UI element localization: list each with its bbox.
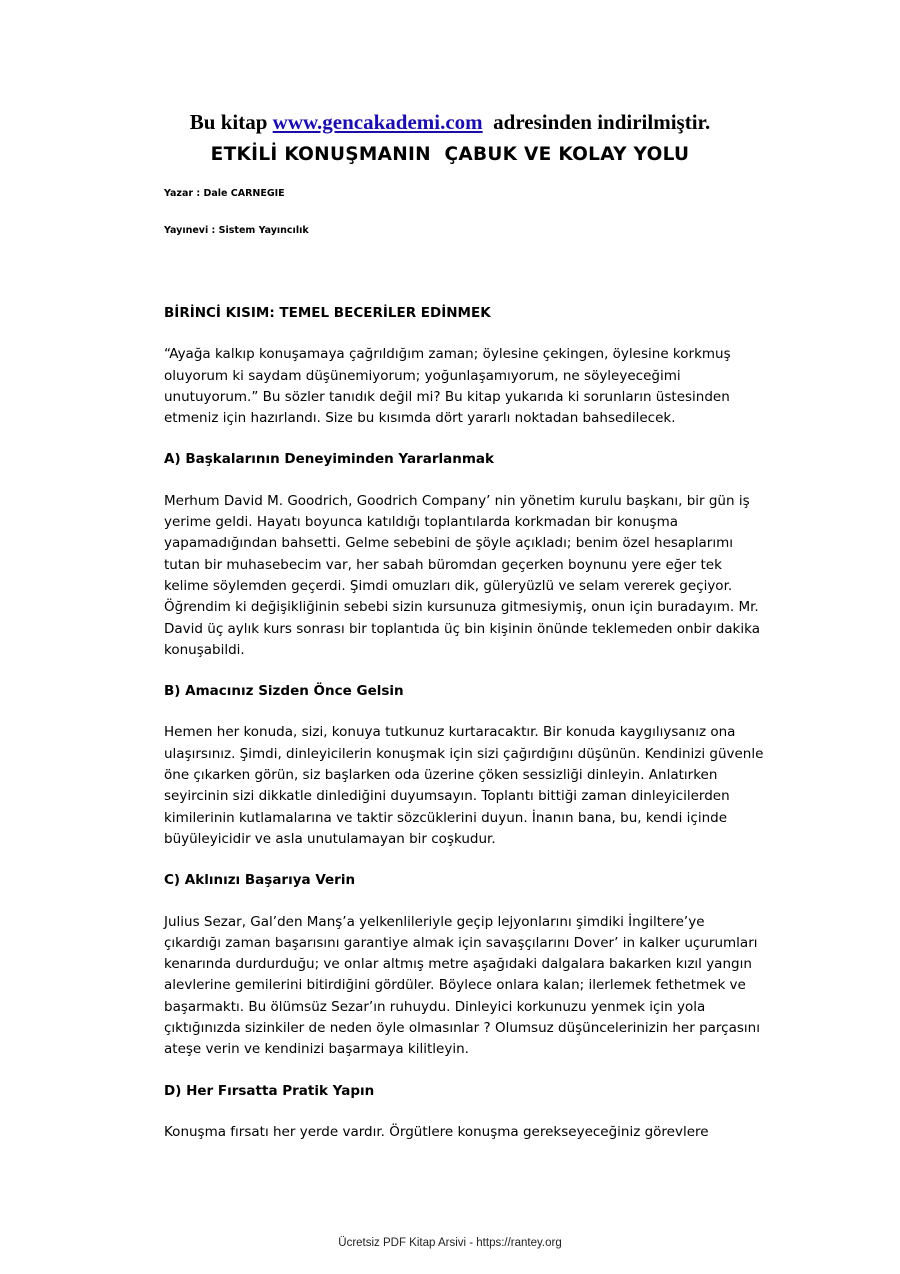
download-prefix: Bu kitap xyxy=(189,110,268,134)
publisher-line: Yayınevi : Sistem Yayıncılık xyxy=(164,225,309,236)
section-body-a: Merhum David M. Goodrich, Goodrich Company’ nin yönetim kurulu başkanı, bir gün iş yerime geldi. Hayatı boyunca katıldığı toplantılarda korkmadan bir konuşma yapamadığından bahsetti. Gelme sebebini de şöyle açıkladı; benim özel hesaplarımı tutan bir muhasebecim var, her sabah büromdan geçerken boynunu yere eğer tek kelime söylemden geçerdi. Şimdi omuzları dik, güleryüzlü ve selam vererek geçiyor. Öğrendim ki değişikliğinin sebebi sizin kursunuza gitmesiymiş, onun için buradayım. Mr. David üç aylık kurs sonrası bir toplantıda üç bin kişinin önünde teklemeden onbir dakika konuşabildi. xyxy=(164,492,760,658)
section-heading-a: A) Başkalarının Deneyiminden Yararlanmak xyxy=(164,451,494,468)
part-heading: BİRİNCİ KISIM: TEMEL BECERİLER EDİNMEK xyxy=(164,305,491,321)
download-suffix: adresinden indirilmiştir. xyxy=(493,110,711,134)
document-body xyxy=(164,303,764,1143)
website-link[interactable]: www.gencakademi.com xyxy=(272,110,483,134)
part-intro-paragraph: “Ayağa kalkıp konuşamaya çağrıldığım zaman; öylesine çekingen, öylesine korkmuş oluyorum ki saydam düşünemiyorum; yoğunlaşamıyorum, ne söyleyeceğimi unutuyorum.” Bu sözler tanıdık değil mi? Bu kitap yukarıda ki sorunların üstesinden etmeniz için hazırlandı. Size bu kısımda dört yararlı noktadan bahsedilecek. xyxy=(164,346,731,427)
section-heading-b: B) Amacınız Sizden Önce Gelsin xyxy=(164,683,404,700)
section-body-d: Konuşma fırsatı her yerde vardır. Örgütlere konuşma gerekseyeceğiniz görevlere xyxy=(164,1123,709,1140)
author-line: Yazar : Dale CARNEGIE xyxy=(164,188,285,199)
section-heading-c: C) Aklınızı Başarıya Verin xyxy=(164,872,356,889)
section-heading-d: D) Her Fırsatta Pratik Yapın xyxy=(164,1082,375,1099)
download-notice xyxy=(0,108,900,136)
section-body-c: Julius Sezar, Gal’den Manş’a yelkenlileriyle geçip lejyonlarını şimdiki İngiltere’ye çıkardığı zaman başarısını garantiye almak için savaşçılarını Dover’ in kalker uçurumları kenarında durdurduğu; ve onlar altmış metre aşağıdaki dalgalara bakarken kızıl yangın alevlerine gemilerini bitirdiğini gördüler. Böylece onlara kalan; ilerlemek fethetmek ve başarmaktı. Bu ölümsüz Sezar’ın ruhuydu. Dinleyici korkunuzu yenmek için yola çıktığınızda sizinkiler de neden öyle olmasınlar ? Olumsuz düşüncelerinizin her parçasını ateşe verin ve kendinizi başarmaya kilitleyin. xyxy=(164,913,760,1058)
page-footer: Ücretsiz PDF Kitap Arsivi - https://rantey.org xyxy=(338,1237,562,1249)
section-body-b: Hemen her konuda, sizi, konuya tutkunuz kurtaracaktır. Bir konuda kaygılıysanız ona ulaşırsınız. Şimdi, dinleyicilerin konuşmak için sizi çağırdığını düşünün. Kendinizi güvenle öne çıkarken görün, siz başlarken oda üzerine çöken sessizliği dinleyin. Anlatırken seyircinin sizi dikkatle dinlediğini duyumsayın. Toplantı bittiği zaman dinleyicilerden kimilerinin kutlamalarına ve taktir sözcüklerini duyun. İnanın bana, bu, kendi içinde büyüleyicidir ve asla unutulamayan bir coşkudur. xyxy=(164,724,764,847)
book-title: ETKİLİ KONUŞMANIN ÇABUK VE KOLAY YOLU xyxy=(210,144,690,165)
